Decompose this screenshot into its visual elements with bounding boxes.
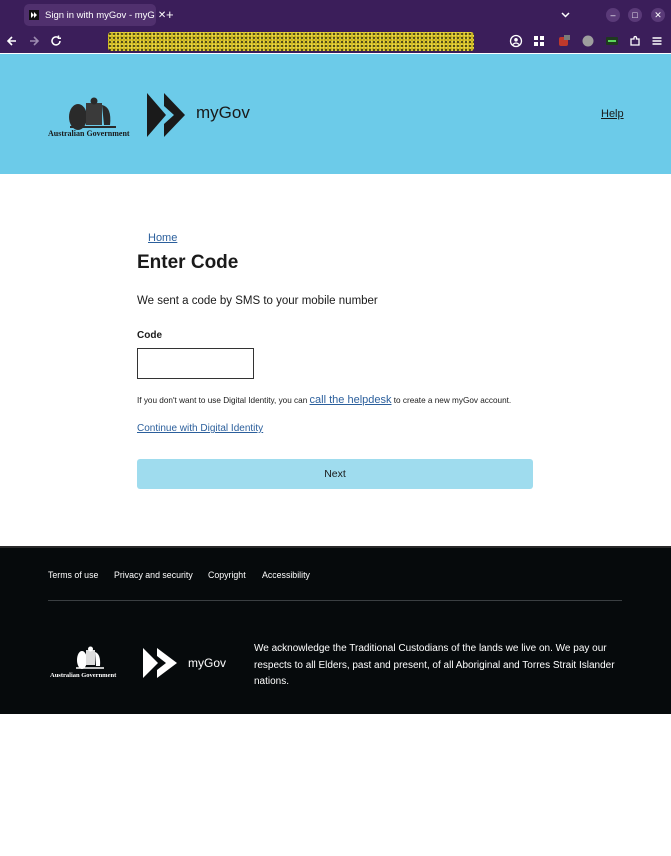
browser-tab-bar [0,0,671,30]
code-input[interactable] [137,348,254,379]
help-text-suffix: to create a new myGov account. [393,396,512,405]
mygov-favicon-icon [29,10,39,20]
close-window-button[interactable]: ✕ [651,8,665,22]
browser-toolbar [0,30,671,53]
helpdesk-help-text [137,394,511,406]
footer-crest-text: Australian Government [50,672,117,679]
extension-circle-icon[interactable] [581,34,595,48]
reload-icon[interactable] [49,34,63,48]
footer-link-terms[interactable]: Terms of use [48,570,99,580]
footer-brand-name: myGov [188,656,227,670]
back-arrow-icon[interactable] [5,34,19,48]
code-label: Code [137,330,162,341]
header-crest-text: Australian Government [48,129,130,138]
browser-tab[interactable] [24,4,167,26]
call-helpdesk-link[interactable]: call the helpdesk [309,394,392,406]
footer-link-copyright[interactable]: Copyright [208,570,246,580]
acknowledgement-of-country: We acknowledge the Traditional Custodians of the lands we live on. We pay our respects to all Elders, past and present, of all Aboriginal and Torres Strait Islander nations. [254,643,615,687]
extensions-puzzle-icon[interactable] [628,34,642,48]
help-text-prefix: If you don't want to use Digital Identity, you can [137,396,308,405]
tab-title: Sign in with myGov - myG [45,9,155,21]
mygov-logo-icon [146,92,186,138]
breadcrumb-home-link[interactable]: Home [148,232,178,244]
footer-link-privacy[interactable]: Privacy and security [114,570,193,580]
address-bar[interactable] [108,32,474,51]
extension-badge-icon[interactable] [557,34,571,48]
help-link[interactable]: Help [601,108,624,120]
extension-green-icon[interactable] [605,34,619,48]
footer-crest-icon [66,645,114,673]
new-tab-button[interactable]: + [166,7,174,22]
maximize-window-button[interactable]: □ [628,8,642,22]
footer-mygov-logo-icon [142,647,178,679]
minimize-window-button[interactable]: – [606,8,620,22]
page-blank-area [0,714,671,856]
continue-with-digital-identity-link[interactable]: Continue with Digital Identity [137,423,264,434]
menu-hamburger-icon[interactable] [650,34,664,48]
forward-arrow-icon[interactable] [27,34,41,48]
header-brand-name: myGov [196,103,250,122]
tab-close-icon[interactable]: ✕ [157,9,167,21]
footer-link-accessibility[interactable]: Accessibility [262,570,310,580]
apps-grid-icon[interactable] [532,34,546,48]
next-button[interactable]: Next [137,459,533,489]
tab-list-chevron-icon[interactable] [560,9,571,20]
sms-sent-message: We sent a code by SMS to your mobile number [137,295,378,307]
footer-divider [48,600,622,601]
main-content [0,174,671,546]
page-title: Enter Code [137,252,239,273]
account-icon[interactable] [509,34,523,48]
